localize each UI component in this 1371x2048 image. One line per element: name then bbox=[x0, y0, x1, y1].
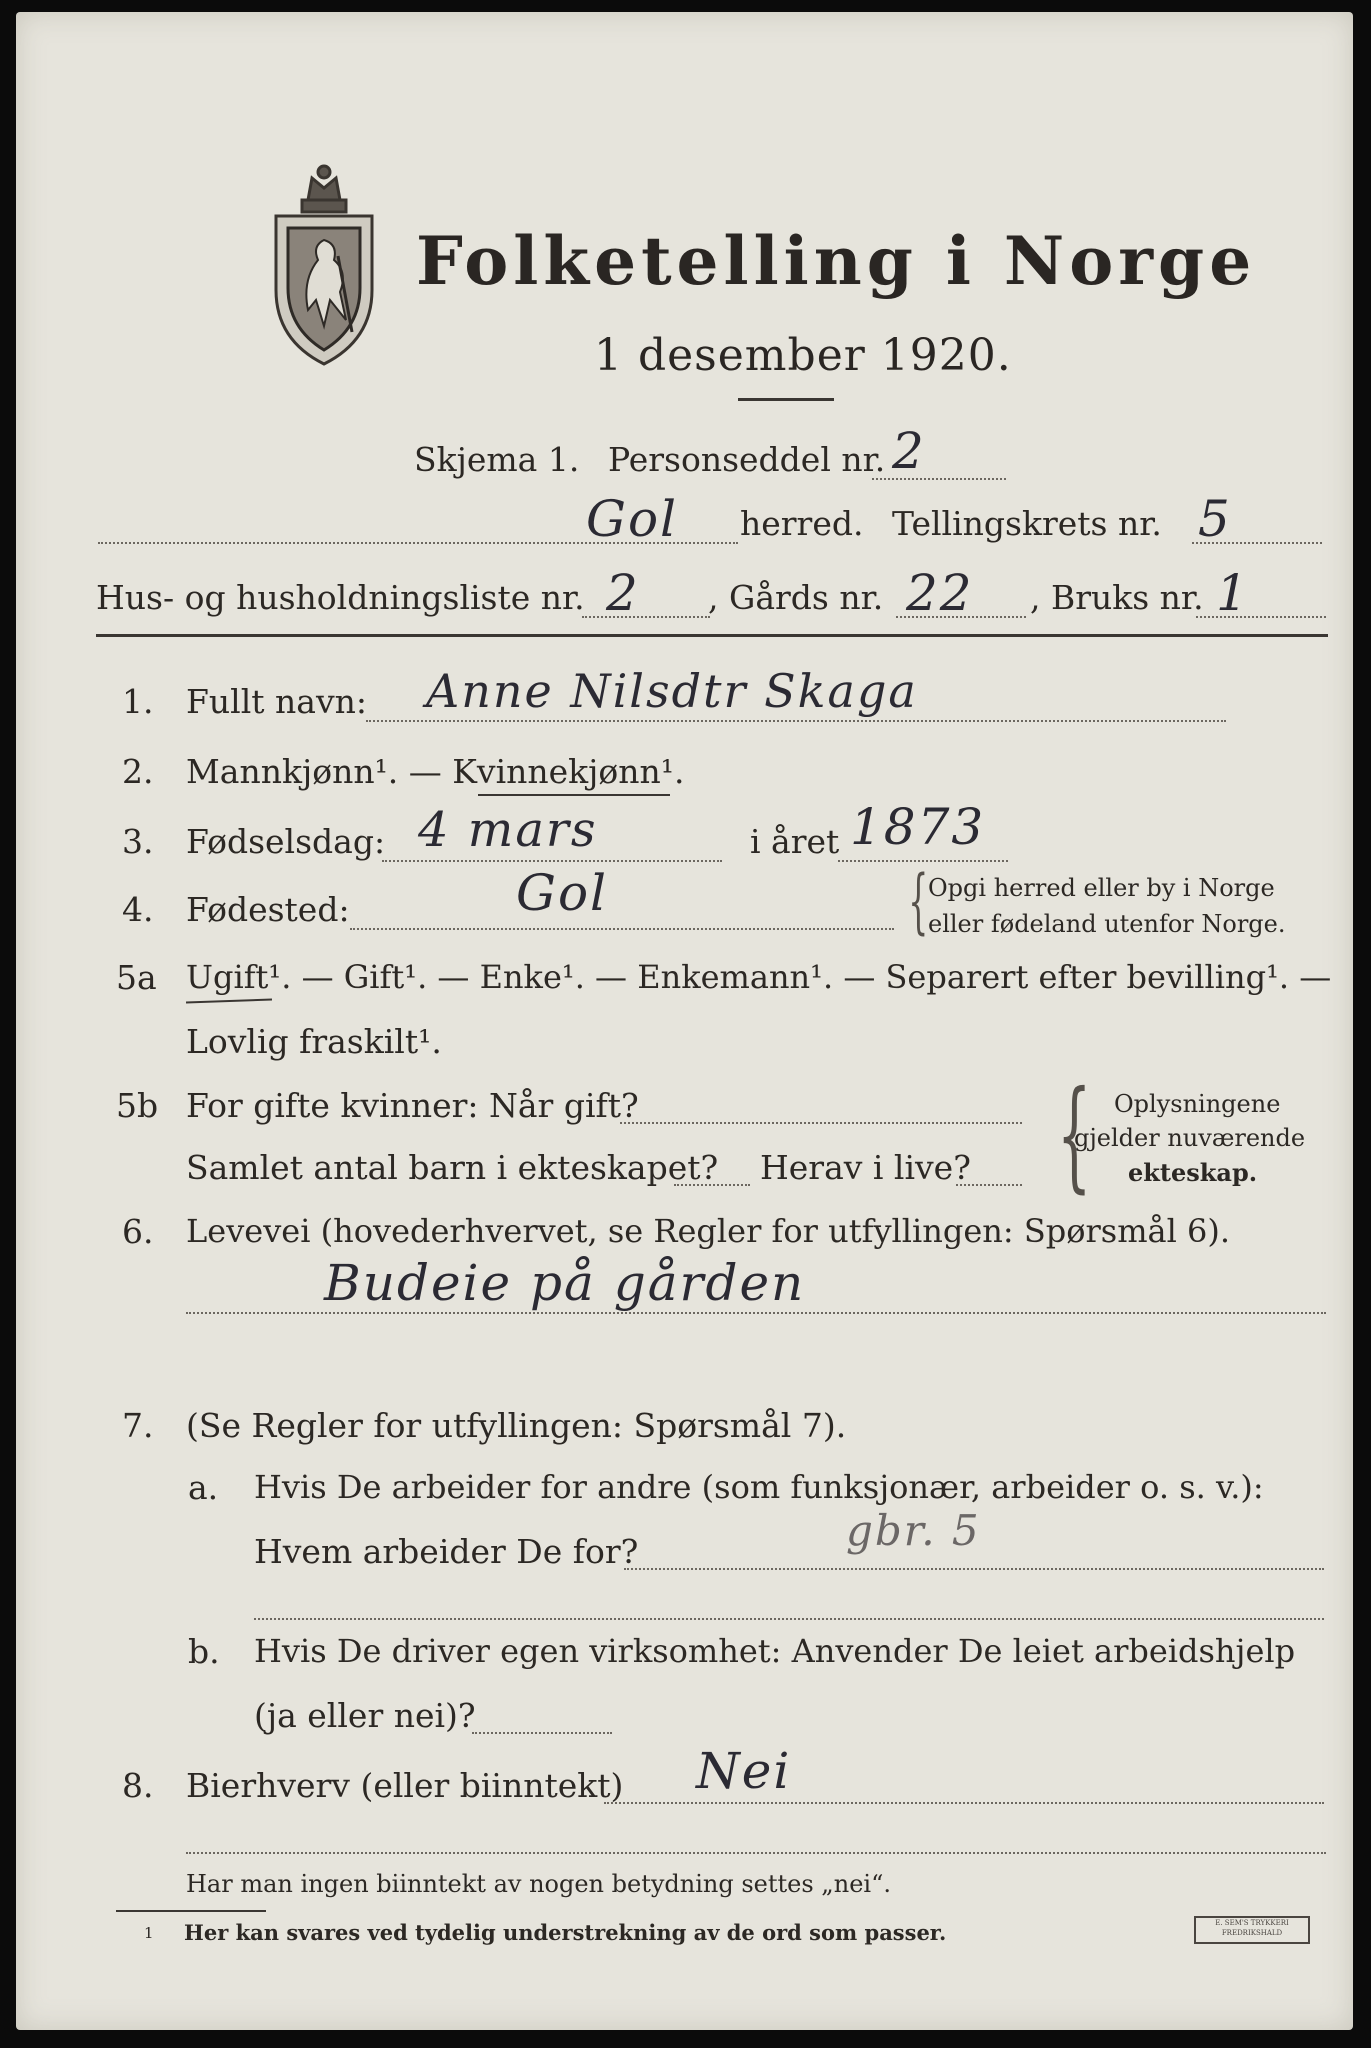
birthplace-line bbox=[350, 928, 894, 930]
schema-label: Skjema 1. bbox=[414, 440, 580, 479]
q7a-line1: Hvis De arbeider for andre (som funksjonær, arbeider o. s. v.): bbox=[254, 1468, 1264, 1506]
personseddel-value: 2 bbox=[892, 422, 926, 480]
gards-label: , Gårds nr. bbox=[708, 578, 884, 617]
form-title: Folketelling i Norge bbox=[416, 222, 1257, 300]
birthplace-note-line1: Opgi herred eller by i Norge bbox=[928, 874, 1275, 902]
employer-line bbox=[624, 1568, 1324, 1570]
herred-value: Gol bbox=[586, 490, 679, 548]
birth-year-value: 1873 bbox=[850, 798, 986, 856]
tellingskrets-value: 5 bbox=[1198, 490, 1232, 548]
marriage-note-line2: gjelder nuværende bbox=[1074, 1124, 1306, 1152]
q2-number: 2. bbox=[122, 752, 154, 791]
footnote-mark: 1 bbox=[144, 1924, 154, 1942]
q7-label: (Se Regler for utfyllingen: Spørsmål 7). bbox=[186, 1406, 847, 1445]
bruks-value: 1 bbox=[1216, 564, 1250, 622]
birth-year-label: i året bbox=[750, 822, 840, 861]
marriage-note-line3: ekteskap. bbox=[1128, 1158, 1258, 1187]
q4-number: 4. bbox=[122, 890, 154, 929]
q8-label: Bierhverv (eller biinntekt) bbox=[186, 1766, 624, 1805]
employer-value: gbr. 5 bbox=[846, 1506, 981, 1555]
footnote-rule bbox=[116, 1910, 266, 1912]
married-when-label: For gifte kvinner: Når gift? bbox=[186, 1086, 639, 1125]
q3-label: Fødselsdag: bbox=[186, 822, 386, 861]
household-list-line bbox=[582, 616, 710, 618]
printer-stamp: E. SEM'S TRYKKERI FREDRIKSHALD bbox=[1194, 1916, 1310, 1944]
birthplace-note-brace: { bbox=[908, 860, 929, 942]
q7a-letter: a. bbox=[188, 1468, 219, 1507]
q6-number: 6. bbox=[122, 1212, 154, 1251]
header-rule bbox=[96, 634, 1328, 637]
q7-number: 7. bbox=[122, 1406, 154, 1445]
census-form bbox=[16, 12, 1353, 2030]
birthplace-note-line2: eller fødeland utenfor Norge. bbox=[928, 910, 1286, 938]
tellingskrets-label: Tellingskrets nr. bbox=[892, 504, 1162, 543]
q6-label: Levevei (hovederhvervet, se Regler for utfyllingen: Spørsmål 6). bbox=[186, 1212, 1231, 1250]
herred-label: herred. bbox=[740, 504, 864, 543]
footnote-text: Her kan svares ved tydelig understrekning av de ord som passer. bbox=[184, 1920, 947, 1945]
norwegian-lion-crest-icon bbox=[268, 160, 380, 370]
gender-underline bbox=[478, 794, 670, 796]
q7b-letter: b. bbox=[188, 1632, 220, 1671]
marriage-note-line1: Oplysningene bbox=[1114, 1090, 1281, 1118]
q3-number: 3. bbox=[122, 822, 154, 861]
occupation-line bbox=[186, 1312, 1326, 1314]
bruks-label: , Bruks nr. bbox=[1030, 578, 1204, 617]
marriage-note-brace: { bbox=[1056, 1066, 1092, 1205]
children-total-label: Samlet antal barn i ekteskapet? bbox=[186, 1148, 719, 1187]
side-income-line bbox=[604, 1802, 1324, 1804]
birth-date-line bbox=[382, 860, 722, 862]
no-income-note: Har man ingen biinntekt av nogen betydning settes „nei“. bbox=[186, 1870, 891, 1898]
ugift-underline bbox=[186, 998, 272, 1003]
q7b-line2: (ja eller nei)? bbox=[254, 1696, 476, 1735]
side-income-line-2 bbox=[186, 1852, 1326, 1854]
full-name-line bbox=[366, 720, 1226, 722]
gards-value: 22 bbox=[906, 564, 974, 622]
marital-status-options: Ugift¹. — Gift¹. — Enke¹. — Enkemann¹. — Separert efter bevilling¹. — bbox=[186, 958, 1332, 996]
household-list-label: Hus- og husholdningsliste nr. bbox=[96, 578, 585, 617]
married-when-line bbox=[620, 1122, 1022, 1124]
census-date: 1 desember 1920. bbox=[594, 330, 1012, 381]
children-alive-line bbox=[956, 1184, 1022, 1186]
marital-status-divorced: Lovlig fraskilt¹. bbox=[186, 1022, 442, 1061]
household-list-value: 2 bbox=[606, 564, 640, 622]
q7b-line1: Hvis De driver egen virksomhet: Anvender De leiet arbeidshjelp bbox=[254, 1632, 1296, 1670]
q1-label: Fullt navn: bbox=[186, 682, 367, 721]
q7a-line2: Hvem arbeider De for? bbox=[254, 1532, 639, 1571]
children-total-line bbox=[674, 1184, 750, 1186]
hired-help-line bbox=[472, 1732, 612, 1734]
personseddel-label: Personseddel nr. bbox=[608, 440, 886, 479]
q1-number: 1. bbox=[122, 682, 154, 721]
title-divider bbox=[738, 398, 834, 401]
children-alive-label: Herav i live? bbox=[760, 1148, 971, 1187]
occupation-value: Budeie på gården bbox=[324, 1254, 806, 1312]
q4-label: Fødested: bbox=[186, 890, 350, 929]
q5b-number: 5b bbox=[116, 1086, 159, 1125]
q8-number: 8. bbox=[122, 1766, 154, 1805]
full-name-value: Anne Nilsdtr Skaga bbox=[426, 664, 918, 718]
employer-line-2 bbox=[254, 1618, 1324, 1620]
side-income-value: Nei bbox=[696, 1742, 792, 1800]
q2-label: Mannkjønn¹. — Kvinnekjønn¹. bbox=[186, 752, 685, 791]
birth-date-value: 4 mars bbox=[418, 802, 598, 858]
q5a-number: 5a bbox=[116, 958, 157, 997]
birthplace-value: Gol bbox=[516, 864, 609, 922]
